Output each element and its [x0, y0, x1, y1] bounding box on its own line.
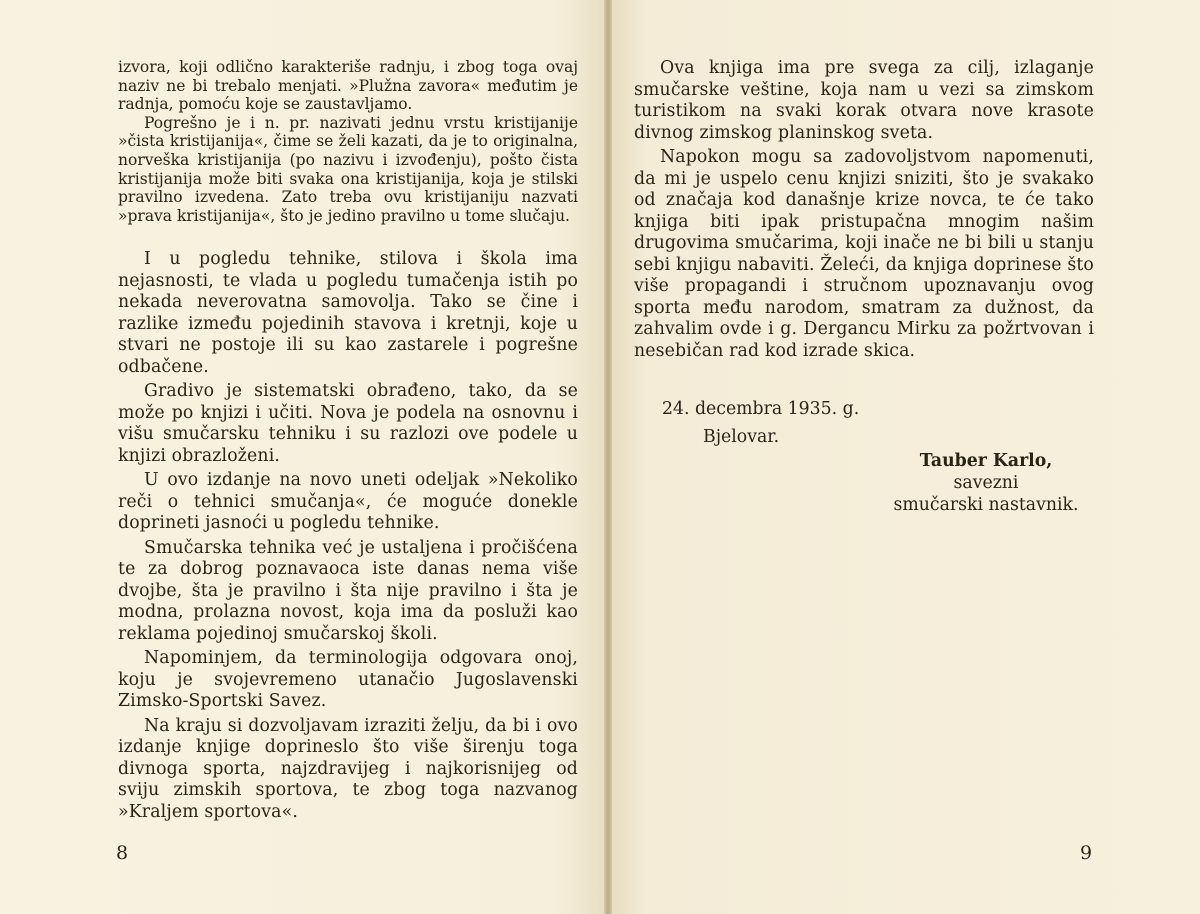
- paragraph: Smučarska tehnika već je ustaljena i pročišćena te za dobrog poznavaoca iste danas nema više dvojbe, šta je pravilno i šta nije pravilno i šta je modna, prolazna novost, koja ima da posluži kao reklama pojedinoj smučarskoj školi.: [118, 537, 578, 644]
- paragraph: Gradivo je sistematski obrađeno, tako, da se može po knjizi i učiti. Nova je podela na osnovnu i višu smučarsku tehniku i su razlozi ove podele u knjizi obrazloženi.: [118, 381, 578, 466]
- paragraph: I u pogledu tehnike, stilova i škola ima nejasnosti, te vlada u pogledu tumačenja istih po nekada neverovatna samovolja. Tako se čine i razlike između pojedinih stavova i kretnji, koje u stvari ne postoje ili su kao zastarele i pogrešne odbačene.: [118, 249, 578, 377]
- author-title-line1: savezni: [953, 473, 1019, 493]
- paragraph: izvora, koji odlično karakteriše radnju, i zbog toga ovaj naziv ne bi trebalo menjati. »Plužna zavora« međutim je radnja, pomoću koje se zaustavljamo.: [118, 58, 578, 114]
- left-page-footnote-text: [118, 58, 578, 225]
- paragraph: Na kraju si dozvoljavam izraziti želju, da bi i ovo izdanje knjige doprineslo što više širenju toga divnoga sporta, najzdravijeg i najkorisnijeg od sviju zimskih sportova, te zbog toga nazvanog »Kraljem sportova«.: [118, 715, 578, 822]
- author-title-line2: smučarski nastavnik.: [893, 495, 1079, 515]
- paragraph: Ova knjiga ima pre svega za cilj, izlaganje smučarske veštine, koja nam u vezi sa zimskom turistikom na svaki korak otvara nove krasote divnog zimskog planinskog sveta.: [634, 58, 1094, 143]
- paragraph: U ovo izdanje na novo uneti odeljak »Nekoliko reči o tehnici smučanja«, će moguće donekle doprineti jasnoći u pogledu tehnike.: [118, 470, 578, 533]
- paragraph: Pogrešno je i n. pr. nazivati jednu vrstu kristijanije »čista kristijanija«, čime se želi kazati, da je to originalna, norveška kristijanija (po nazivu i izvođenju), pošto čista kristijanija može biti svaka ona kristijanija, koja je stilski pravilno izvedena. Zato treba ovu kristijaniju nazvati »prava kristijanija«, što je jedino pravilno u tome slučaju.: [118, 113, 578, 225]
- author-signature: [880, 450, 1092, 516]
- right-page-body: [634, 58, 1094, 365]
- paragraph: Napominjem, da terminologija odgovara onoj, koju je svojevremeno utanačio Jugoslavenski Zimsko-Sportski Savez.: [118, 648, 578, 711]
- paragraph: Napokon mogu sa zadovoljstvom napomenuti, da mi je uspelo cenu knjizi sniziti, što je svakako od značaja kod današnje krize novca, te će tako knjiga biti ipak pristupačna mnogim našim drugovima smučarima, koji inače ne bi bili u stanju sebi knjigu nabaviti. Želeći, da knjiga doprinese što više propagandi i stručnom upoznavanju ovog sporta među narodom, smatram za dužnost, da zahvalim ovde i g. Dergancu Mirku za požrtvovan i nesebičan rad kod izrade skica.: [634, 147, 1094, 361]
- page-number-left: 8: [116, 842, 129, 864]
- page-number-right: 9: [1080, 842, 1093, 864]
- book-gutter: [604, 0, 612, 914]
- preface-place: Bjelovar.: [703, 427, 780, 447]
- left-page-body: [118, 249, 578, 826]
- preface-date: 24. decembra 1935. g.: [662, 399, 860, 419]
- author-name: Tauber Karlo,: [919, 451, 1053, 471]
